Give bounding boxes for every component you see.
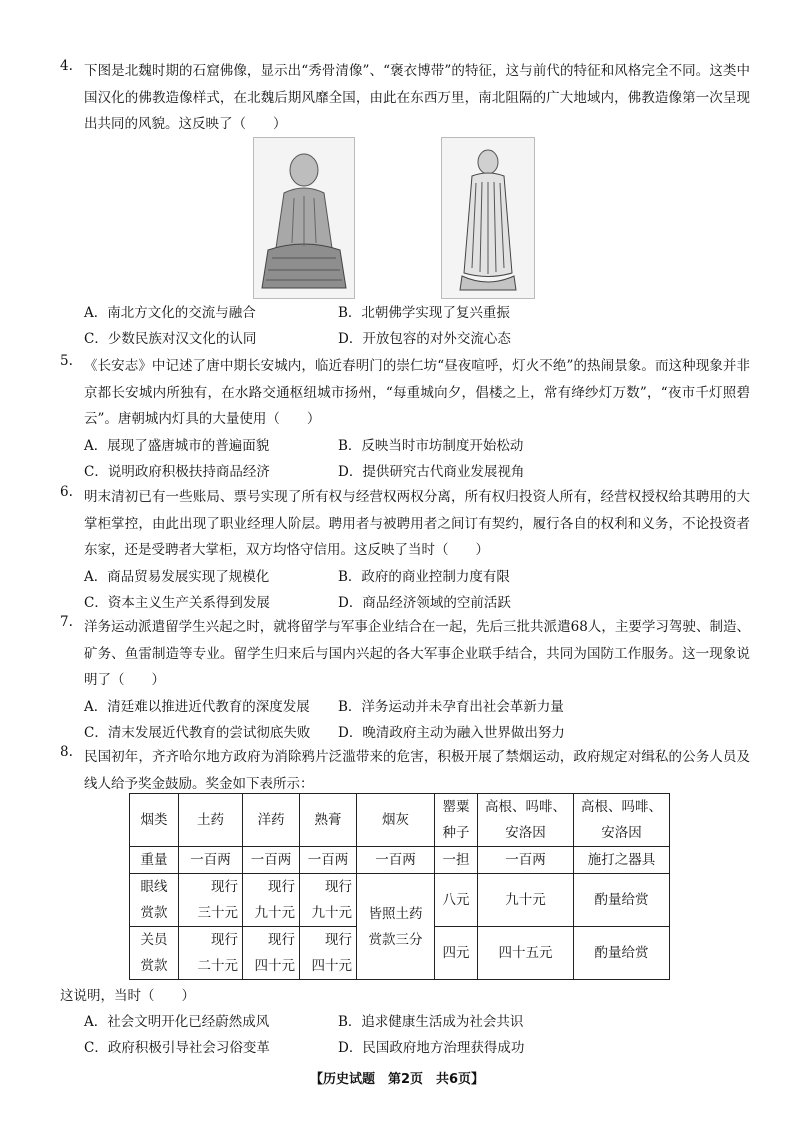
- question-number: 8.: [60, 744, 73, 760]
- option-b[interactable]: B．追求健康生活成为社会共识: [338, 1014, 524, 1030]
- table-cell: 现行 九十元: [243, 874, 300, 927]
- option-b[interactable]: B．洋务运动并未孕育出社会革新力量: [338, 698, 564, 715]
- table-header-row: [130, 794, 670, 847]
- table-cell: 施打之器具: [574, 847, 670, 874]
- table-cell: 九十元: [478, 874, 574, 927]
- table-cell: 一百两: [478, 847, 574, 874]
- table-cell: 四十五元: [478, 927, 574, 980]
- table-cell: 土药: [179, 794, 243, 847]
- question-stem: 民国初年，齐齐哈尔地方政府为消除鸦片泛滥带来的危害，积极开展了禁烟运动，政府规定对缉私的公务人员及线人给予奖金鼓励。奖金如下表所示：: [84, 749, 750, 792]
- table-cell: 酌量给赏: [574, 874, 670, 927]
- table-cell: 一百两: [243, 847, 300, 874]
- table-row: [130, 874, 670, 927]
- option-c[interactable]: C．资本主义生产关系得到发展: [84, 594, 270, 611]
- page-footer: 【历史试题 第2页 共6页】: [309, 1072, 485, 1087]
- table-cell: 现行 四十元: [243, 927, 300, 980]
- reward-table: [129, 793, 670, 980]
- question-stem: 下图是北魏时期的石窟佛像，显示出“秀骨清像”、“褒衣博带”的特征，这与前代的特征和风格完全不同。这类中国汉化的佛教造像样式，在北魏后期风靡全国，由此在东西万里，南北阻隔的广大地域内，佛教造像第一次呈现出共同的风貌。这反映了（ ）: [84, 63, 750, 132]
- table-cell: 关员 赏款: [130, 927, 179, 980]
- table-cell: 熟膏: [300, 794, 357, 847]
- option-c[interactable]: C．少数民族对汉文化的认同: [84, 331, 257, 347]
- option-c[interactable]: C．清末发展近代教育的尝试彻底失败: [84, 724, 311, 741]
- option-c[interactable]: C．政府积极引导社会习俗变革: [84, 1040, 270, 1056]
- table-cell: 高根、吗啡、 安洛因: [478, 794, 574, 847]
- table-cell: 现行 九十元: [300, 874, 357, 927]
- table-row: [130, 847, 670, 874]
- table-cell: 一百两: [357, 847, 435, 874]
- question-number: 7.: [60, 614, 73, 630]
- table-cell: 罂粟 种子: [435, 794, 478, 847]
- buddha-figures: [253, 137, 543, 299]
- table-cell: 一担: [435, 847, 478, 874]
- question-4: [60, 58, 750, 138]
- table-cell: 皆照土药 赏款三分: [357, 874, 435, 980]
- option-d[interactable]: D．商品经济领域的空前活跃: [338, 594, 511, 611]
- question-7: [60, 614, 750, 746]
- option-b[interactable]: B．反映当时市坊制度开始松动: [338, 437, 524, 454]
- seated-buddha-image: [253, 137, 355, 299]
- question-number: 4.: [60, 58, 73, 74]
- option-a[interactable]: A．清廷难以推进近代教育的深度发展: [84, 698, 310, 715]
- table-cell: 四元: [435, 927, 478, 980]
- table-cell: 一百两: [179, 847, 243, 874]
- question-8: [60, 744, 750, 797]
- table-cell: 现行 三十元: [179, 874, 243, 927]
- question-number: 6.: [60, 484, 73, 500]
- question-stem: 明末清初已有一些账局、票号实现了所有权与经营权两权分离，所有权归投资人所有，经营权授权给其聘用的大掌柜掌控，由此出现了职业经理人阶层。聘用者与被聘用者之间订有契约，履行各自的权利和义务，不论投资者东家，还是受聘者大掌柜，双方均恪守信用。这反映了当时（ ）: [84, 489, 750, 558]
- table-cell: 现行 二十元: [179, 927, 243, 980]
- table-cell: 八元: [435, 874, 478, 927]
- table-cell: 烟灰: [357, 794, 435, 847]
- option-b[interactable]: B．北朝佛学实现了复兴重振: [338, 305, 510, 321]
- option-a[interactable]: A．展现了盛唐城市的普遍面貌: [84, 437, 270, 454]
- question-stem: 洋务运动派遣留学生兴起之时，就将留学与军事企业结合在一起，先后三批共派遣68人，主要学习驾驶、制造、矿务、鱼雷制造等专业。留学生归来后与国内兴起的各大军事企业联手结合，共同为国防工作服务。这一现象说明了（ ）: [84, 619, 750, 688]
- question-4-options: [60, 300, 750, 352]
- option-d[interactable]: D．开放包容的对外交流心态: [338, 331, 511, 347]
- question-number: 5.: [60, 353, 73, 369]
- question-5: [60, 353, 750, 485]
- option-a[interactable]: A．社会文明开化已经蔚然成风: [84, 1014, 270, 1030]
- table-cell: 烟类: [130, 794, 179, 847]
- table-cell: 酌量给赏: [574, 927, 670, 980]
- option-c[interactable]: C．说明政府积极扶持商品经济: [84, 463, 270, 480]
- question-prompt: 这说明，当时（ ）: [60, 988, 195, 1004]
- option-b[interactable]: B．政府的商业控制力度有限: [338, 568, 510, 585]
- table-cell: 现行 四十元: [300, 927, 357, 980]
- option-d[interactable]: D．提供研究古代商业发展视角: [338, 463, 525, 480]
- question-stem: 《长安志》中记述了唐中期长安城内，临近春明门的崇仁坊“昼夜喧呼，灯火不绝”的热闹景象。而这种现象并非京都长安城内所独有，在水路交通枢纽城市扬州，“每重城向夕，倡楼之上，常有绛纱灯万数”，“夜市千灯照碧云”。唐朝城内灯具的大量使用（ ）: [84, 358, 750, 427]
- option-a[interactable]: A．南北方文化的交流与融合: [84, 305, 256, 321]
- question-8-tail: [60, 983, 750, 1061]
- table-cell: 眼线 赏款: [130, 874, 179, 927]
- option-d[interactable]: D．民国政府地方治理获得成功: [338, 1040, 525, 1056]
- question-6: [60, 484, 750, 616]
- table-cell: 一百两: [300, 847, 357, 874]
- standing-buddha-image: [441, 137, 535, 299]
- option-a[interactable]: A．商品贸易发展实现了规模化: [84, 568, 270, 585]
- table-cell: 高根、吗啡、 安洛因: [574, 794, 670, 847]
- option-d[interactable]: D．晚清政府主动为融入世界做出努力: [338, 724, 565, 741]
- table-cell: 重量: [130, 847, 179, 874]
- table-cell: 洋药: [243, 794, 300, 847]
